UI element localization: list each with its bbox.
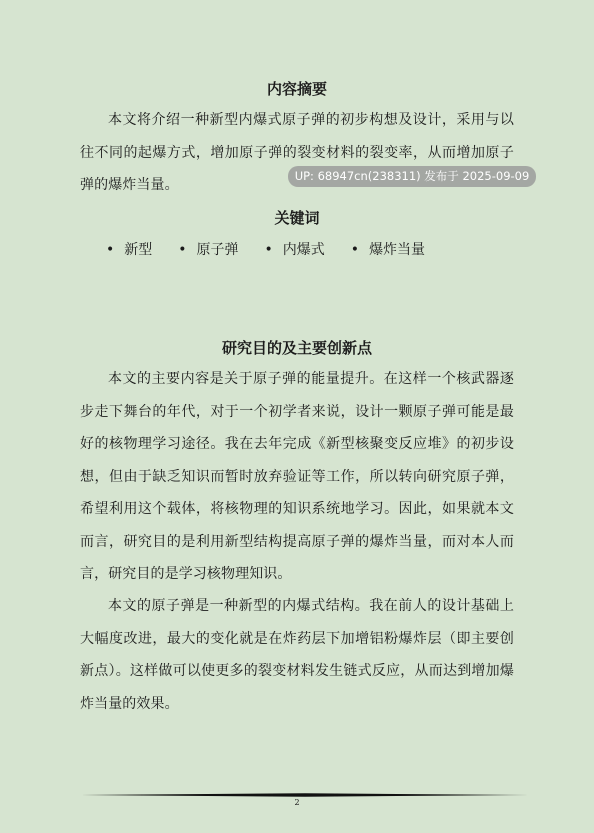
bullet-icon: • <box>264 242 273 258</box>
research-title: 研究目的及主要创新点 <box>221 339 372 357</box>
keyword-text: 爆炸当量 <box>369 242 426 258</box>
keyword-text: 内爆式 <box>282 242 325 258</box>
keywords-title: 关键词 <box>274 209 320 227</box>
keyword-item <box>106 240 152 260</box>
keyword-item <box>178 240 238 260</box>
keyword-item <box>265 240 325 260</box>
keyword-text: 原子弹 <box>196 242 239 258</box>
footer-rule <box>81 793 529 797</box>
research-paragraph-2: 本文的原子弹是一种新型的内爆式结构。我在前人的设计基础上大幅度改进，最大的变化就是在炸药层下加增铝粉爆炸层（即主要创新点）。这样做可以使更多的裂变材料发生链式反应，从而达到增加爆炸当量的效果。 <box>80 598 514 712</box>
keyword-list <box>106 240 536 260</box>
abstract-title: 内容摘要 <box>266 80 327 98</box>
bullet-icon: • <box>178 242 187 258</box>
keyword-item <box>351 240 425 260</box>
keyword-text: 新型 <box>124 242 153 258</box>
bullet-icon: • <box>106 242 115 258</box>
abstract-body: 本文将介绍一种新型内爆式原子弹的初步构想及设计，采用与以往不同的起爆方式，增加原子弹的裂变材料的裂变率，从而增加原子弹的爆炸当量。 <box>80 112 514 193</box>
page-number: 2 <box>294 798 300 807</box>
bullet-icon: • <box>350 242 360 258</box>
research-paragraph-1: 本文的主要内容是关于原子弹的能量提升。在这样一个核武器逐步走下舞台的年代，对于一个初学者来说，设计一颗原子弹可能是最好的核物理学习途径。我在去年完成《新型核聚变反应堆》的初步设想，但由于缺乏知识而暂时放弃验证等工作，所以转向研究原子弹，希望利用这个载体，将核物理的知识系统地学习。因此，如果就本文而言，研究目的是利用新型结构提高原子弹的爆炸当量，而对本人而言，研究目的是学习核物理知识。 <box>80 371 514 582</box>
upload-watermark: UP: 68947cn(238311) 发布于 2025-09-09 <box>288 166 536 187</box>
